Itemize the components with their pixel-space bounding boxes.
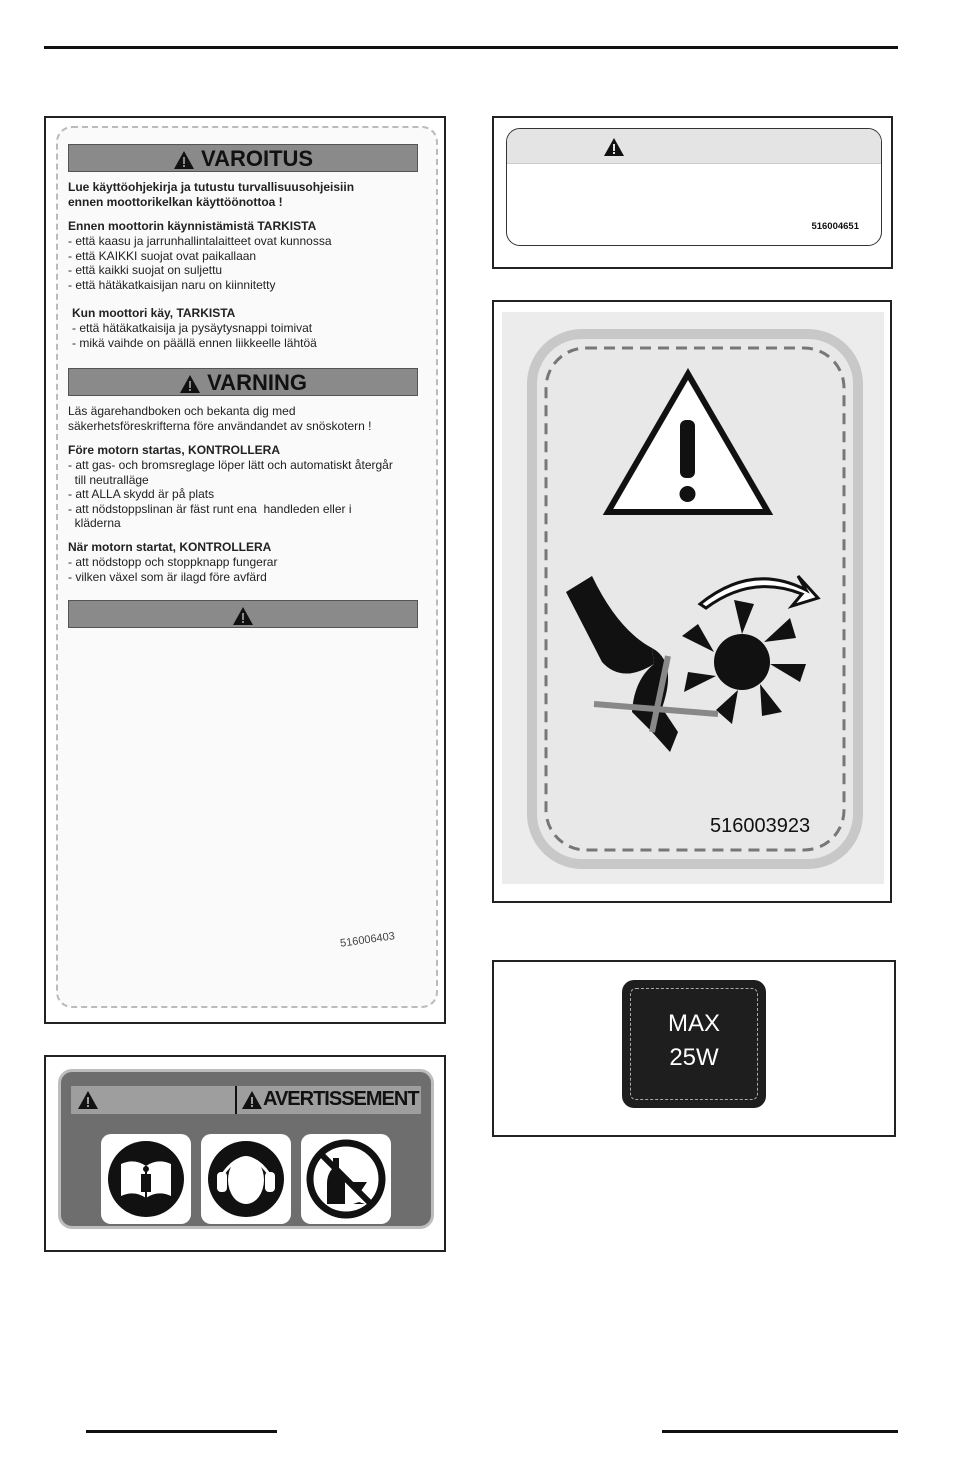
- fan-decal-code: 516003923: [710, 815, 811, 837]
- max-label: MAX: [667, 1010, 720, 1037]
- small-decal-code: 516004651: [811, 221, 859, 232]
- fan-decal: [502, 312, 884, 884]
- read-manual-box: [101, 1134, 191, 1224]
- small-decal-outline: [506, 128, 882, 246]
- hearing-protection-box: [201, 1134, 291, 1224]
- warning-triangle-icon: [232, 606, 254, 626]
- varoitus-check2-title: Kun moottori käy, TARKISTA: [72, 306, 236, 320]
- warning-triangle-icon: [603, 137, 625, 157]
- bottom-left-rule: [86, 1430, 277, 1433]
- max-decal: [622, 980, 766, 1108]
- bottom-right-rule: [662, 1430, 898, 1433]
- varning-check2-items: - att nödstopp och stoppknapp fungerar - vilken växel som är ilagd före avfärd: [68, 555, 278, 584]
- small-decal-band: [507, 129, 881, 164]
- decal-panel-icons: [44, 1055, 446, 1252]
- hearing-protection-icon: [201, 1134, 291, 1224]
- no-alcohol-icon: [301, 1134, 391, 1224]
- varning-heading: VARNING: [207, 370, 307, 395]
- decal-panel-fan: [492, 300, 892, 903]
- icons-decal: [58, 1069, 434, 1229]
- varning-check2-title: När motorn startat, KONTROLLERA: [68, 540, 272, 554]
- varning-intro: Läs ägarehandboken och bekanta dig med säkerhetsföreskrifterna före användandet av snöskotern !: [68, 404, 372, 433]
- warning-triangle-icon: [241, 1090, 263, 1110]
- varoitus-intro: Lue käyttöohjekirja ja tutustu turvallisuusohjeisiin ennen moottorikelkan käyttöönottoa !: [68, 180, 355, 209]
- varoitus-heading: VAROITUS: [201, 146, 314, 171]
- warning-triangle-icon: [173, 150, 195, 170]
- third-warning-band: [68, 600, 418, 628]
- decal-panel-max: [492, 960, 896, 1137]
- decal-panel-varoitus: [44, 116, 446, 1024]
- icons-band: [71, 1086, 421, 1114]
- varoitus-check1-items: - että kaasu ja jarrunhallintalaitteet ovat kunnossa - että KAIKKI suojat ovat paikallaan - että kaikki suojat on suljettu - että hätäkatkaisijan naru on kiinnitetty: [68, 234, 332, 292]
- warning-triangle-icon: [77, 1090, 99, 1110]
- decal-panel-small: [492, 116, 893, 269]
- varning-band: [68, 368, 418, 396]
- band-divider: [235, 1086, 237, 1114]
- top-rule: [44, 46, 898, 49]
- no-alcohol-box: [301, 1134, 391, 1224]
- watt-label: 25W: [669, 1044, 719, 1071]
- read-manual-icon: [101, 1134, 191, 1224]
- varning-check1-items: - att gas- och bromsreglage löper lätt och automatiskt återgår till neutralläge - att ALLA skydd är på plats - att nödstoppslinan är fäst runt ena handleden eller i kläderna: [68, 458, 393, 530]
- avertissement-heading: AVERTISSEMENT: [263, 1088, 419, 1110]
- varoitus-band: [68, 144, 418, 172]
- decal-code: 516006403: [339, 930, 396, 950]
- warning-triangle-icon: [179, 374, 201, 394]
- varning-check1-title: Före motorn startas, KONTROLLERA: [68, 443, 281, 457]
- varoitus-check2-items: - että hätäkatkaisija ja pysäytysnappi toimivat - mikä vaihde on päällä ennen liikkeelle lähtöä: [72, 321, 317, 350]
- varoitus-check1-title: Ennen moottorin käynnistämistä TARKISTA: [68, 219, 317, 233]
